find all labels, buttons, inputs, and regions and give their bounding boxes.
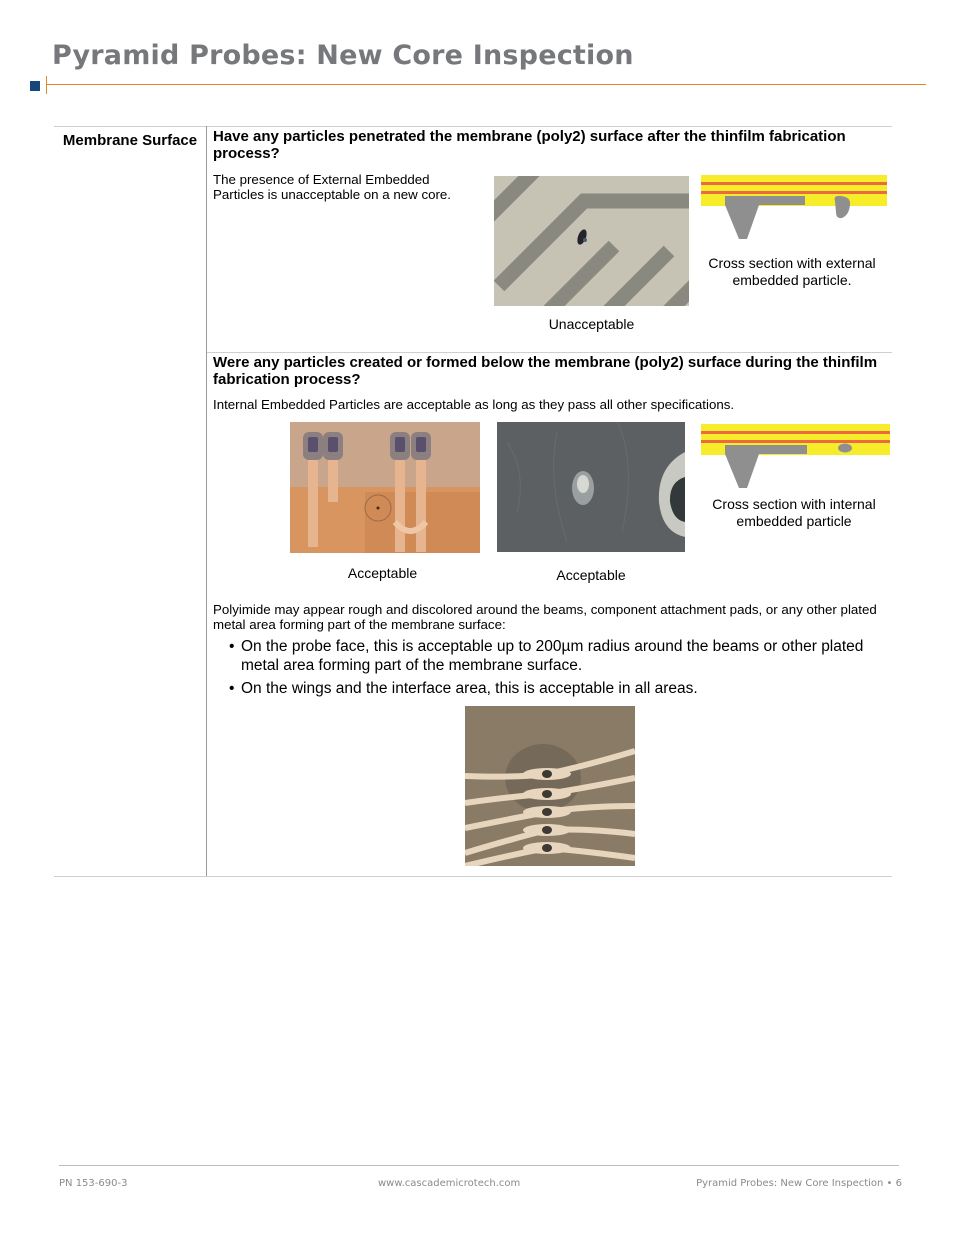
section1-diagram-caption: Cross section with external embedded particle. xyxy=(708,255,876,288)
footer-website: www.cascademicrotech.com xyxy=(378,1178,521,1189)
external-cross-section-diagram xyxy=(701,175,887,241)
section-divider xyxy=(207,352,892,353)
bullet-marker: • xyxy=(229,680,235,697)
section1-text: The presence of External Embedded Particles is unacceptable on a new core. xyxy=(213,172,452,202)
header-rule xyxy=(46,84,926,85)
footer-page-label: Pyramid Probes: New Core Inspection • 6 xyxy=(696,1178,902,1189)
header-tick xyxy=(46,76,47,94)
polyimide-text: Polyimide may appear rough and discolored around the beams, component attachment pads, or any other plated metal area forming part of the membrane surface: xyxy=(213,602,877,632)
section2-diagram-caption: Cross section with internal embedded particle xyxy=(712,496,876,529)
table-top-border xyxy=(54,126,892,127)
internal-particle-photo-closeup xyxy=(497,422,685,552)
bullet-item: On the wings and the interface area, this is acceptable in all areas. xyxy=(241,680,698,697)
section1-photo-caption: Unacceptable xyxy=(548,316,635,332)
table-bottom-border xyxy=(54,876,892,877)
footer-part-number: PN 153-690-3 xyxy=(59,1178,128,1189)
page-title: Pyramid Probes: New Core Inspection xyxy=(52,40,634,71)
internal-particle-photo-beams xyxy=(290,422,480,553)
section2-text: Internal Embedded Particles are acceptable as long as they pass all other specifications. xyxy=(213,397,735,412)
row-label: Membrane Surface xyxy=(62,132,198,149)
footer-rule xyxy=(59,1165,899,1166)
section2-question: Were any particles created or formed below the membrane (poly2) surface during the thinfilm fabrication process? xyxy=(213,354,878,388)
section1-question: Have any particles penetrated the membrane (poly2) surface after the thinfilm fabrication process? xyxy=(213,128,846,162)
section2-photo2-caption: Acceptable xyxy=(556,567,626,583)
section2-photo1-caption: Acceptable xyxy=(347,565,418,581)
bullet-marker: • xyxy=(229,638,235,655)
bullet-item: On the probe face, this is acceptable up to 200µm radius around the beams or other plated metal area forming part of the membrane surface. xyxy=(241,638,864,674)
table-column-divider xyxy=(206,126,207,876)
polyimide-discoloration-photo xyxy=(465,706,635,866)
internal-cross-section-diagram xyxy=(701,424,890,490)
header-square-marker xyxy=(30,81,40,91)
external-particle-photo xyxy=(494,176,689,306)
